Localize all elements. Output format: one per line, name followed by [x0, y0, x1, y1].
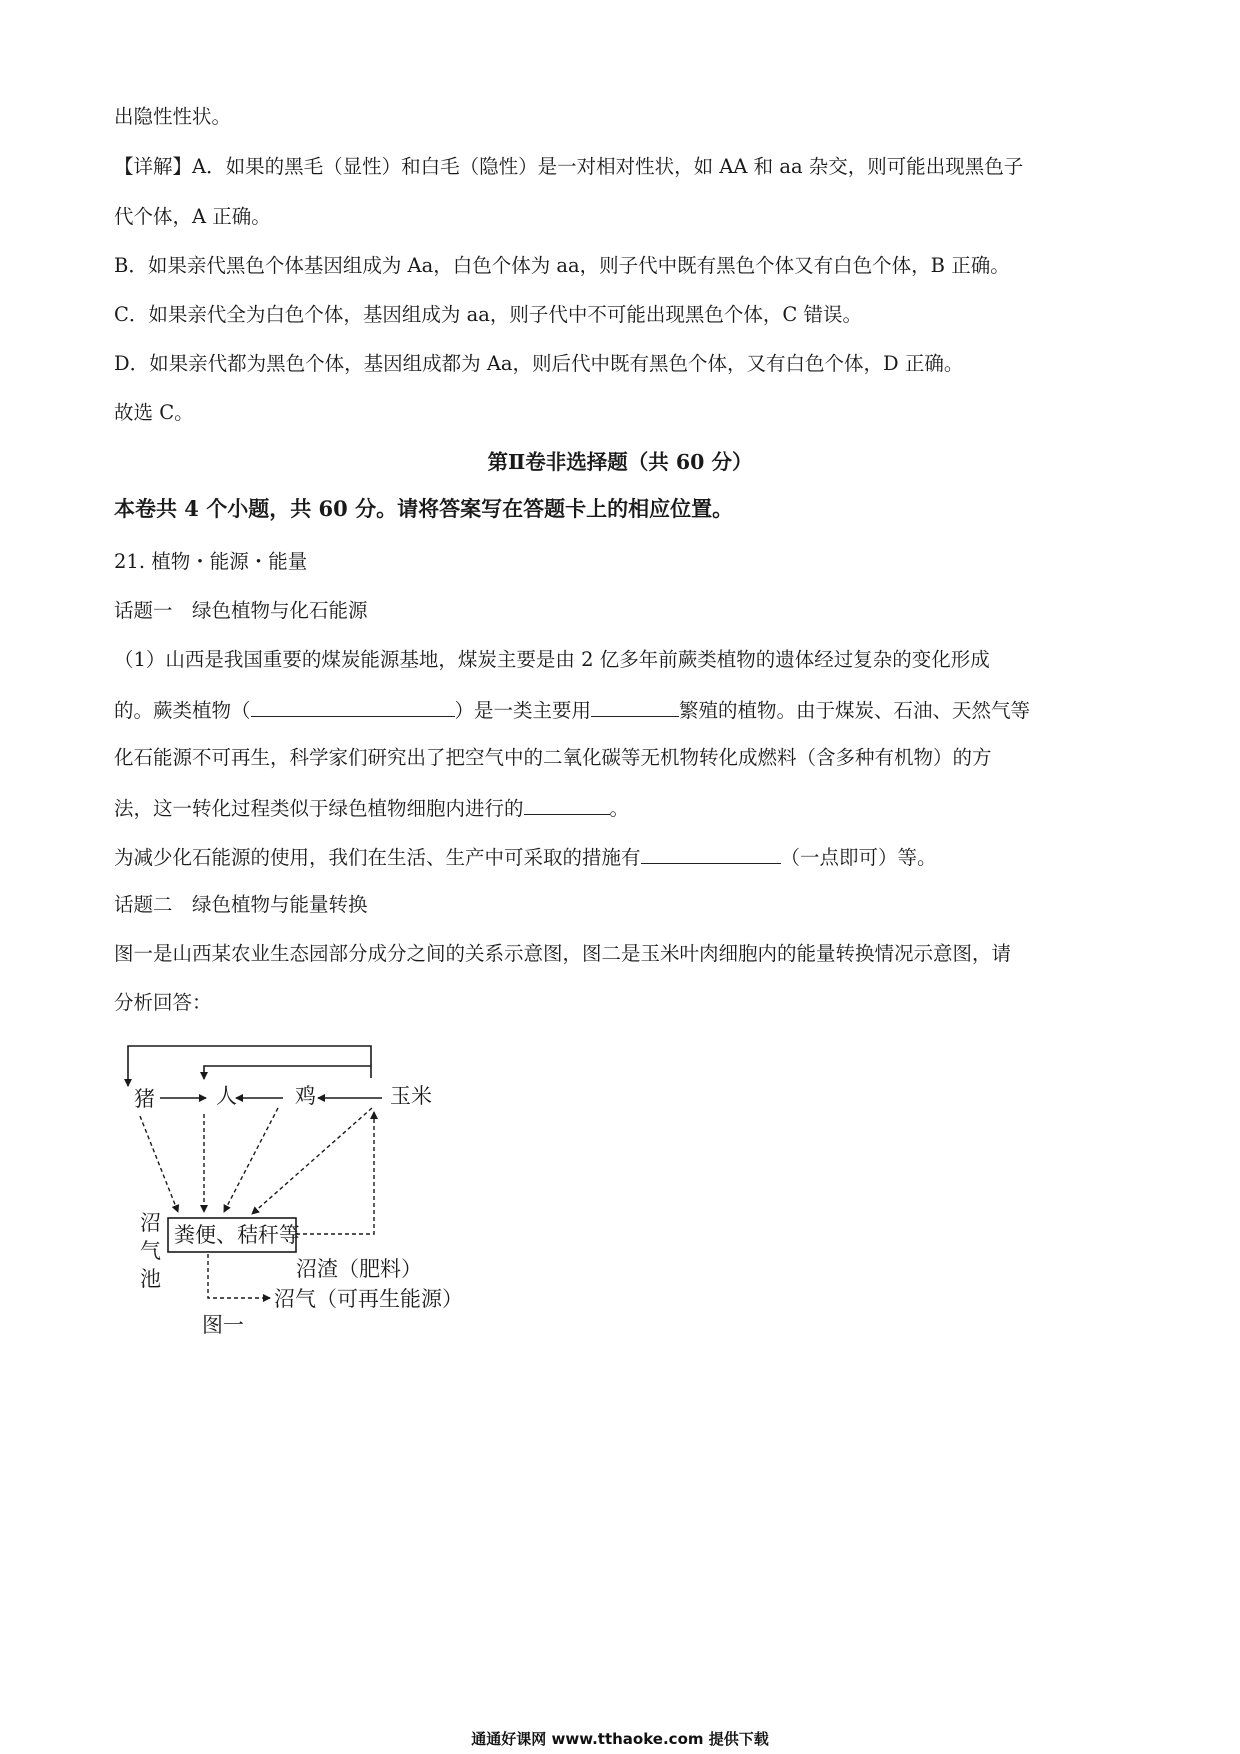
text-line: C．如果亲代全为白色个体，基因组成为 aa，则子代中不可能出现黑色个体，C 错误。: [114, 303, 862, 326]
section-title: 第Ⅱ卷非选择题（共 60 分）: [487, 450, 753, 474]
text-line: B．如果亲代黑色个体基因组成为 Aa，白色个体为 aa，则子代中既有黑色个体又有白色个体，B 正确。: [114, 254, 1010, 277]
text-line: D．如果亲代都为黑色个体，基因组成都为 Aa，则后代中既有黑色个体，又有白色个体，D 正确。: [114, 352, 964, 375]
biogas-label: 沼气（可再生能源）: [274, 1287, 463, 1311]
node-pig: 猪: [134, 1087, 155, 1111]
text-line: 【详解】A．如果的黑毛（显性）和白毛（隐性）是一对相对性状，如 AA 和 aa 杂交，则可能出现黑色子: [114, 155, 1024, 178]
paragraph-line: [114, 843, 937, 871]
node-human: 人: [216, 1084, 237, 1108]
text-segment: 繁殖的植物。由于煤炭、石油、天然气等: [679, 699, 1031, 722]
paragraph-line: 化石能源不可再生，科学家们研究出了把空气中的二氧化碳等无机物转化成燃料（含多种有机物）的方: [114, 746, 992, 769]
text-segment: 的。蕨类植物（: [114, 699, 251, 722]
arrow-chicken-to-waste: [224, 1108, 278, 1212]
digester-label: 气: [140, 1239, 161, 1263]
answer-blank[interactable]: [591, 696, 679, 717]
answer-blank[interactable]: [524, 794, 610, 815]
topic-one-heading: 话题一 绿色植物与化石能源: [114, 599, 368, 622]
arrow-pig-to-waste: [140, 1116, 178, 1212]
paragraph-line: （1）山西是我国重要的煤炭能源基地，煤炭主要是由 2 亿多年前蕨类植物的遗体经过复杂的变化形成: [114, 648, 990, 671]
paragraph-line: [114, 696, 1030, 724]
text-line: 出隐性性状。: [114, 105, 232, 128]
text-line: 代个体，A 正确。: [114, 205, 271, 228]
node-chicken: 鸡: [295, 1084, 316, 1108]
topic-two-heading: 话题二 绿色植物与能量转换: [114, 893, 368, 916]
page-footer: 通通好课网 www.tthaoke.com 提供下载: [471, 1730, 769, 1748]
paragraph-line: [114, 794, 629, 822]
residue-label: 沼渣（肥料）: [296, 1257, 422, 1281]
answer-blank[interactable]: [251, 696, 455, 717]
digester-label: 沼: [140, 1211, 161, 1235]
question-title: 21. 植物・能源・能量: [114, 550, 308, 573]
digester-label: 池: [140, 1267, 161, 1291]
text-segment: 法，这一转化过程类似于绿色植物细胞内进行的: [114, 797, 524, 820]
answer-blank[interactable]: [641, 843, 781, 864]
section-instruction: 本卷共 4 个小题，共 60 分。请将答案写在答题卡上的相应位置。: [114, 496, 734, 521]
figure-one-diagram: [120, 1036, 520, 1336]
text-segment: （一点即可）等。: [780, 846, 937, 869]
text-line: 故选 C。: [114, 401, 194, 424]
arrow-to-biogas: [208, 1254, 270, 1298]
node-corn: 玉米: [390, 1084, 432, 1108]
arrow-corn-to-human: [204, 1066, 371, 1079]
text-segment: 为减少化石能源的使用，我们在生活、生产中可采取的措施有: [114, 846, 641, 869]
text-segment: ）是一类主要用: [454, 699, 592, 722]
waste-box-label: 粪便、秸秆等: [174, 1223, 300, 1247]
figure-caption: 图一: [202, 1313, 244, 1336]
text-segment: 。: [609, 797, 630, 820]
paragraph-line: 图一是山西某农业生态园部分成分之间的关系示意图，图二是玉米叶肉细胞内的能量转换情况示意图，请: [114, 942, 1012, 965]
paragraph-line: 分析回答：: [114, 991, 212, 1014]
arrow-residue-to-corn: [296, 1112, 374, 1234]
